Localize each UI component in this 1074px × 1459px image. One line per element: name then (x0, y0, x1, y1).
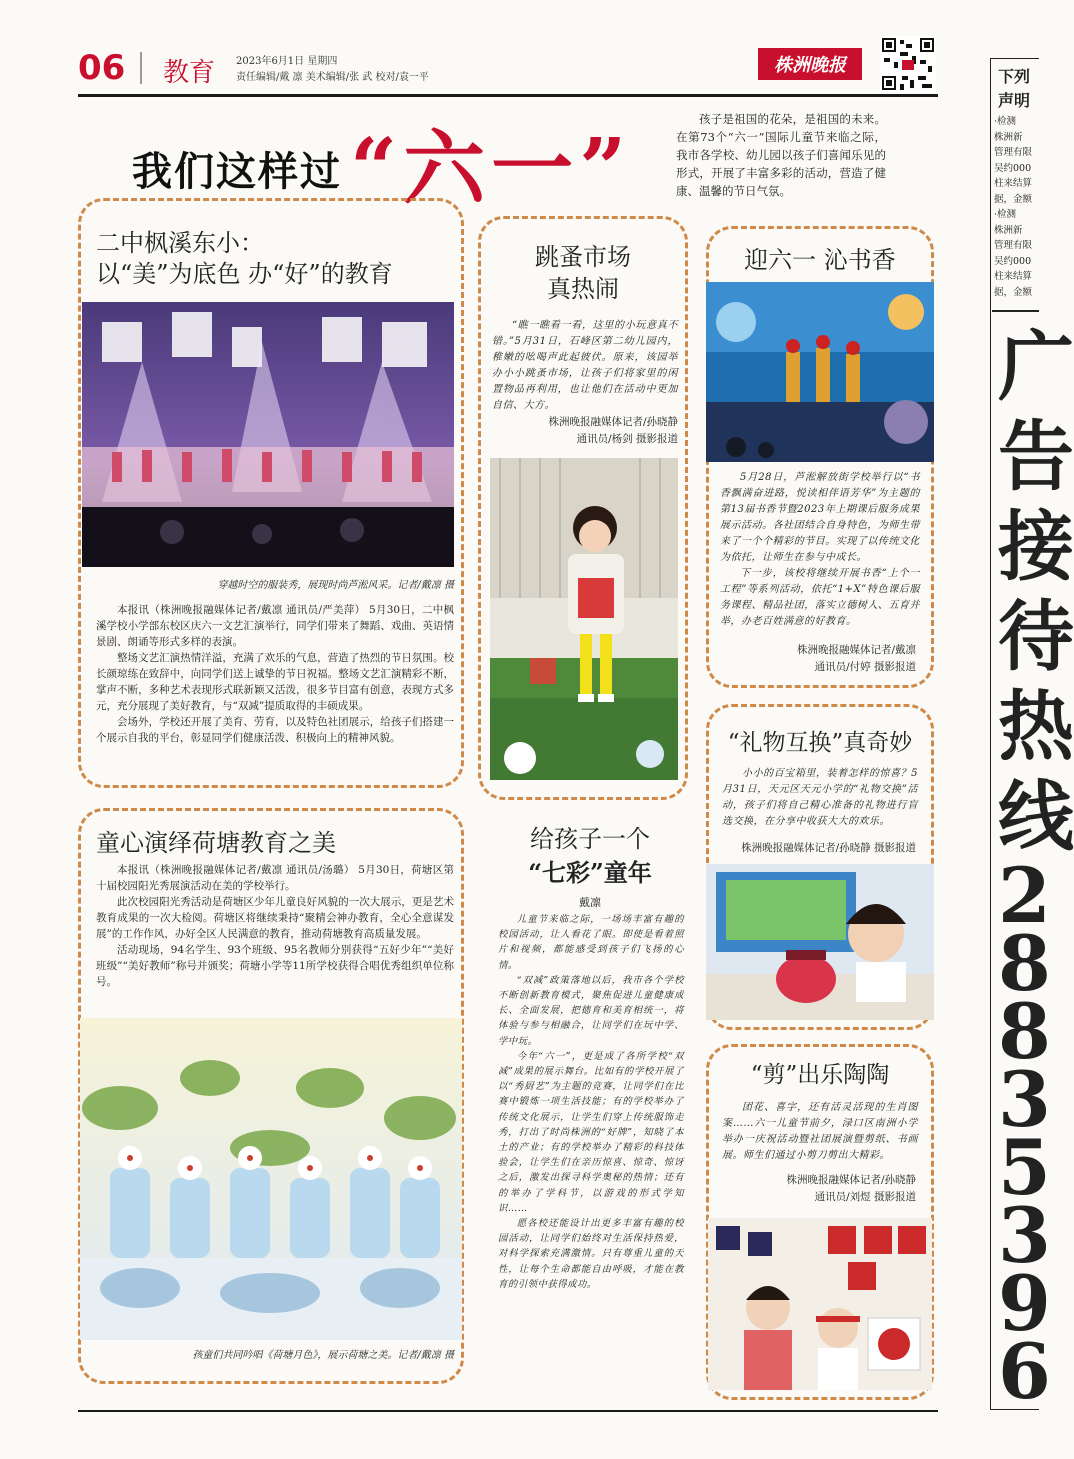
story6-title-line1: 给孩子一个 (530, 825, 650, 853)
ad-digit: 3 (998, 1055, 1051, 1144)
ad-char: 线 (998, 772, 1074, 861)
story5-paragraph: 此次校园阳光秀活动是荷塘区少年儿童良好风貌的一次大展示，更是艺术教育成果的一次大检阅。荷塘区将继续秉持“聚精会神办教育，全心全意谋发展”的工作作风，办好全区人民满意的教育，推动荷塘教育高质量发展。 (96, 896, 454, 940)
story2-title-line2: 真热闹 (547, 275, 619, 303)
header-editors: 责任编辑/戴 凛 美术编辑/张 武 校对/袁一平 (236, 72, 429, 83)
banner-intro: 孩子是祖国的花朵，是祖国的未来。在第73个“六一”国际儿童节来临之际，我市各学校、幼儿园以孩子们喜闻乐见的形式，开展了丰富多彩的活动，营造了健康、温馨的节日气氛。 (676, 112, 886, 198)
gift-box-child-photo (706, 864, 934, 1020)
ad-digit: 8 (998, 919, 1051, 1008)
strip-line: ·检测 (994, 209, 1017, 220)
story2-credit1: 株洲晚报融媒体记者/孙晓静 (548, 416, 678, 428)
footer-rule (78, 1410, 938, 1412)
strip-line: 管理有限 (994, 147, 1033, 158)
story1-paragraph: 本报讯（株洲晚报融媒体记者/戴凛 通讯员/严美萍） 5月30日，二中枫溪学校小学部东校区庆六一文艺汇演举行，同学们带来了舞蹈、戏曲、英语情景剧、朗诵等形式多样的表演。 (96, 604, 454, 648)
story1-caption: 穿越时空的服装秀，展现时尚芦淞风采。记者/戴凛 摄 (217, 580, 454, 591)
header-date: 2023年6月1日 星期四 (236, 56, 338, 67)
ad-digit: 5 (998, 1123, 1051, 1212)
ad-char: 广 (998, 322, 1074, 411)
story6-paragraph: 愿各校还能设计出更多丰富有趣的校园活动，让同学们始终对生活保持热爱，对科学探索充满激情。只有尊重儿童的天性，让每个生命都能自由呼吸，才能在教育的引领中获得成功。 (498, 1218, 684, 1290)
story2-title-line1: 跳蚤市场 (535, 243, 631, 271)
story7-title: “剪”出乐陶陶 (750, 1062, 890, 1088)
story3-paragraph: 5月28日，芦淞解放街学校举行以“书香飘满奋进路，悦读相伴语芳华”为主题的第13届书香节暨2023年上期课后服务成果展示活动。各社团结合自身特色，为师生带来了一个个精彩的节目。实现了以传统文化为依托，让师生在参与中成长。 (720, 472, 920, 563)
story1-body (96, 602, 454, 746)
header-rule (78, 94, 938, 97)
story5-paragraph: 本报讯（株洲晚报融媒体记者/戴凛 通讯员/汤璐） 5月30日，荷塘区第十届校园阳光秀展演活动在美的学校举行。 (96, 864, 454, 892)
strip-line: 柱来结算 (994, 271, 1033, 282)
ad-digit: 9 (998, 1259, 1051, 1348)
ad-digit: 3 (998, 1191, 1051, 1280)
banner-six-one: “六一” (350, 121, 633, 217)
strip-heading-line2: 声明 (998, 91, 1031, 110)
page-number: 06 (78, 48, 126, 88)
ad-hotline-vertical (998, 322, 1074, 1416)
story5-title: 童心演绎荷塘教育之美 (96, 829, 336, 857)
header-divider (140, 52, 142, 84)
story6-paragraph: “双减”政策落地以后，我市各个学校不断创新教育模式，聚焦促进儿童健康成长、全面发展，把德育和美育相统一，将体验与参与相融合，让同学们在玩中学、学中玩。 (498, 974, 684, 1047)
story4-paragraph: 小小的百宝箱里，装着怎样的惊喜？5月31日，天元区天元小学的“礼物交换”活动，孩子们将自己精心准备的礼物进行盲选交换，在分享中收获大大的欢乐。 (722, 768, 918, 827)
story5-caption: 孩童们共同吟唱《荷塘月色》，展示荷塘之美。记者/戴凛 摄 (192, 1350, 454, 1361)
strip-line: 据，金额 (994, 193, 1033, 205)
strip-line: 吴约000 (994, 162, 1032, 174)
story4-title: “礼物互换”真奇妙 (727, 730, 913, 756)
strip-line: 柱来结算 (994, 178, 1033, 189)
story1-paragraph: 会场外，学校还开展了美育、劳育，以及特色社团展示，给孩子们搭建一个展示自我的平台，彰显同学们健康活泼、积极向上的精神风貌。 (96, 716, 454, 744)
story4-credit1: 株洲晚报融媒体记者/孙晓静 摄影报道 (741, 842, 916, 854)
story1-title-line1: 二中枫溪东小： (96, 229, 264, 257)
qr-code-icon (880, 36, 936, 92)
ad-digit: 6 (998, 1327, 1051, 1416)
strip-notice-text (994, 114, 1039, 300)
story2-paragraph: “瞧一瞧看一看，这里的小玩意真不错。”5月31日，石峰区第二幼儿园内，稚嫩的吆喝声此起彼伏。原来，该园举办小小跳蚤市场，让孩子们将家里的闲置物品再利用，也让他们在活动中更加自信、大方。 (492, 320, 678, 411)
stage-performance-photo (82, 302, 454, 567)
paper-cutting-photo (708, 1218, 932, 1390)
story6-byline: 戴凛 (579, 896, 601, 909)
story3-credit2: 通讯员/付婷 摄影报道 (814, 661, 916, 673)
ad-char: 告 (998, 412, 1074, 501)
story6-body (498, 912, 684, 1292)
flea-market-girl-photo (490, 458, 678, 780)
strip-line: 据，金额 (994, 286, 1033, 298)
story5-paragraph: 活动现场，94名学生、93个班级、95名教师分别获得“五好少年”“美好班级”“美好教师”称号并颁奖；荷塘小学等11所学校获得合唱优秀组织单位称号。 (96, 944, 454, 988)
ad-digit: 2 (998, 851, 1051, 940)
story7-credit1: 株洲晚报融媒体记者/孙晓静 (786, 1174, 916, 1186)
story3-paragraph: 下一步，该校将继续开展书香“上个一工程”等系列活动，依托“1+X”特色课后服务课程、精品社团，落实立德树人、五育并举，办老百姓满意的好教育。 (720, 568, 920, 627)
story5-body (96, 862, 454, 990)
story3-credit1: 株洲晚报融媒体记者/戴凛 (796, 644, 916, 656)
story1-title-line2: 以“美”为底色 办“好”的教育 (96, 260, 393, 288)
story3-body (720, 470, 920, 630)
section-name: 教育 (163, 58, 216, 88)
story1-paragraph: 整场文艺汇演热情洋溢，充满了欢乐的气息，营造了热烈的节日氛围。校长颜琼练在致辞中，向同学们送上诚挚的节日祝福。整场文艺汇演精彩不断，掌声不断，多种艺术表现形式联新颖又活泼，很多节目富有创意，表现方式多元，充分展现了美好教育，与“双减”提质取得的丰硕成果。 (96, 652, 454, 712)
ad-char: 接 (998, 502, 1074, 591)
ad-digit: 8 (998, 987, 1051, 1076)
strip-divider (992, 310, 1039, 312)
ad-char: 待 (998, 592, 1074, 681)
strip-line: 株洲新 (994, 131, 1023, 143)
story3-title: 迎六一 沁书香 (744, 246, 896, 274)
lotus-dance-performance-photo (80, 1018, 462, 1340)
story6-paragraph: 今年“六一”，更是成了各所学校“双减”成果的展示舞台。比如有的学校开展了以“秀厨艺”为主题的竞赛，让同学们在比赛中锻炼一项生活技能；有的学校举办了传统文化展示，让学生们穿上传统服饰走秀，打出了时尚株洲的“好牌”，知晓了本土的产业；有的学校举办了精彩的科技体验会，让学生们在亲历惊喜、惊奇、惊讶之后，激发出探寻科学奥秘的热情；还有的举办了学科节，以游戏的形式学知识…… (498, 1050, 684, 1214)
strip-line: 吴约000 (994, 255, 1032, 267)
book-festival-stage-photo (706, 282, 934, 462)
strip-line: 株洲新 (994, 224, 1023, 236)
ad-char: 热 (998, 682, 1074, 771)
story2-credit2: 通讯员/杨剑 摄影报道 (576, 433, 678, 445)
banner-title: 我们这样过 (132, 148, 342, 195)
strip-line: ·检测 (994, 116, 1017, 127)
strip-line: 管理有限 (994, 240, 1033, 251)
story7-credit2: 通讯员/刘煜 摄影报道 (814, 1191, 916, 1203)
newspaper-masthead-logo: 株洲晚报 (758, 48, 862, 80)
story7-paragraph: 团花、喜字，还有活灵活现的生肖图案……六一儿童节前夕，渌口区南洲小学举办一庆祝活动暨社团展演暨剪纸、书画展。师生们通过小剪刀剪出大精彩。 (722, 1102, 918, 1161)
strip-heading-line1: 下列 (998, 67, 1031, 86)
story4-body (722, 766, 918, 830)
story7-body (722, 1100, 918, 1164)
story6-title-line2: “七彩”童年 (528, 858, 652, 887)
story2-body (492, 318, 678, 414)
story6-paragraph: 儿童节来临之际，一场场丰富有趣的校园活动，让人看花了眼。即使是看着照片和视频，都能感受到孩子们飞扬的心情。 (498, 914, 684, 971)
